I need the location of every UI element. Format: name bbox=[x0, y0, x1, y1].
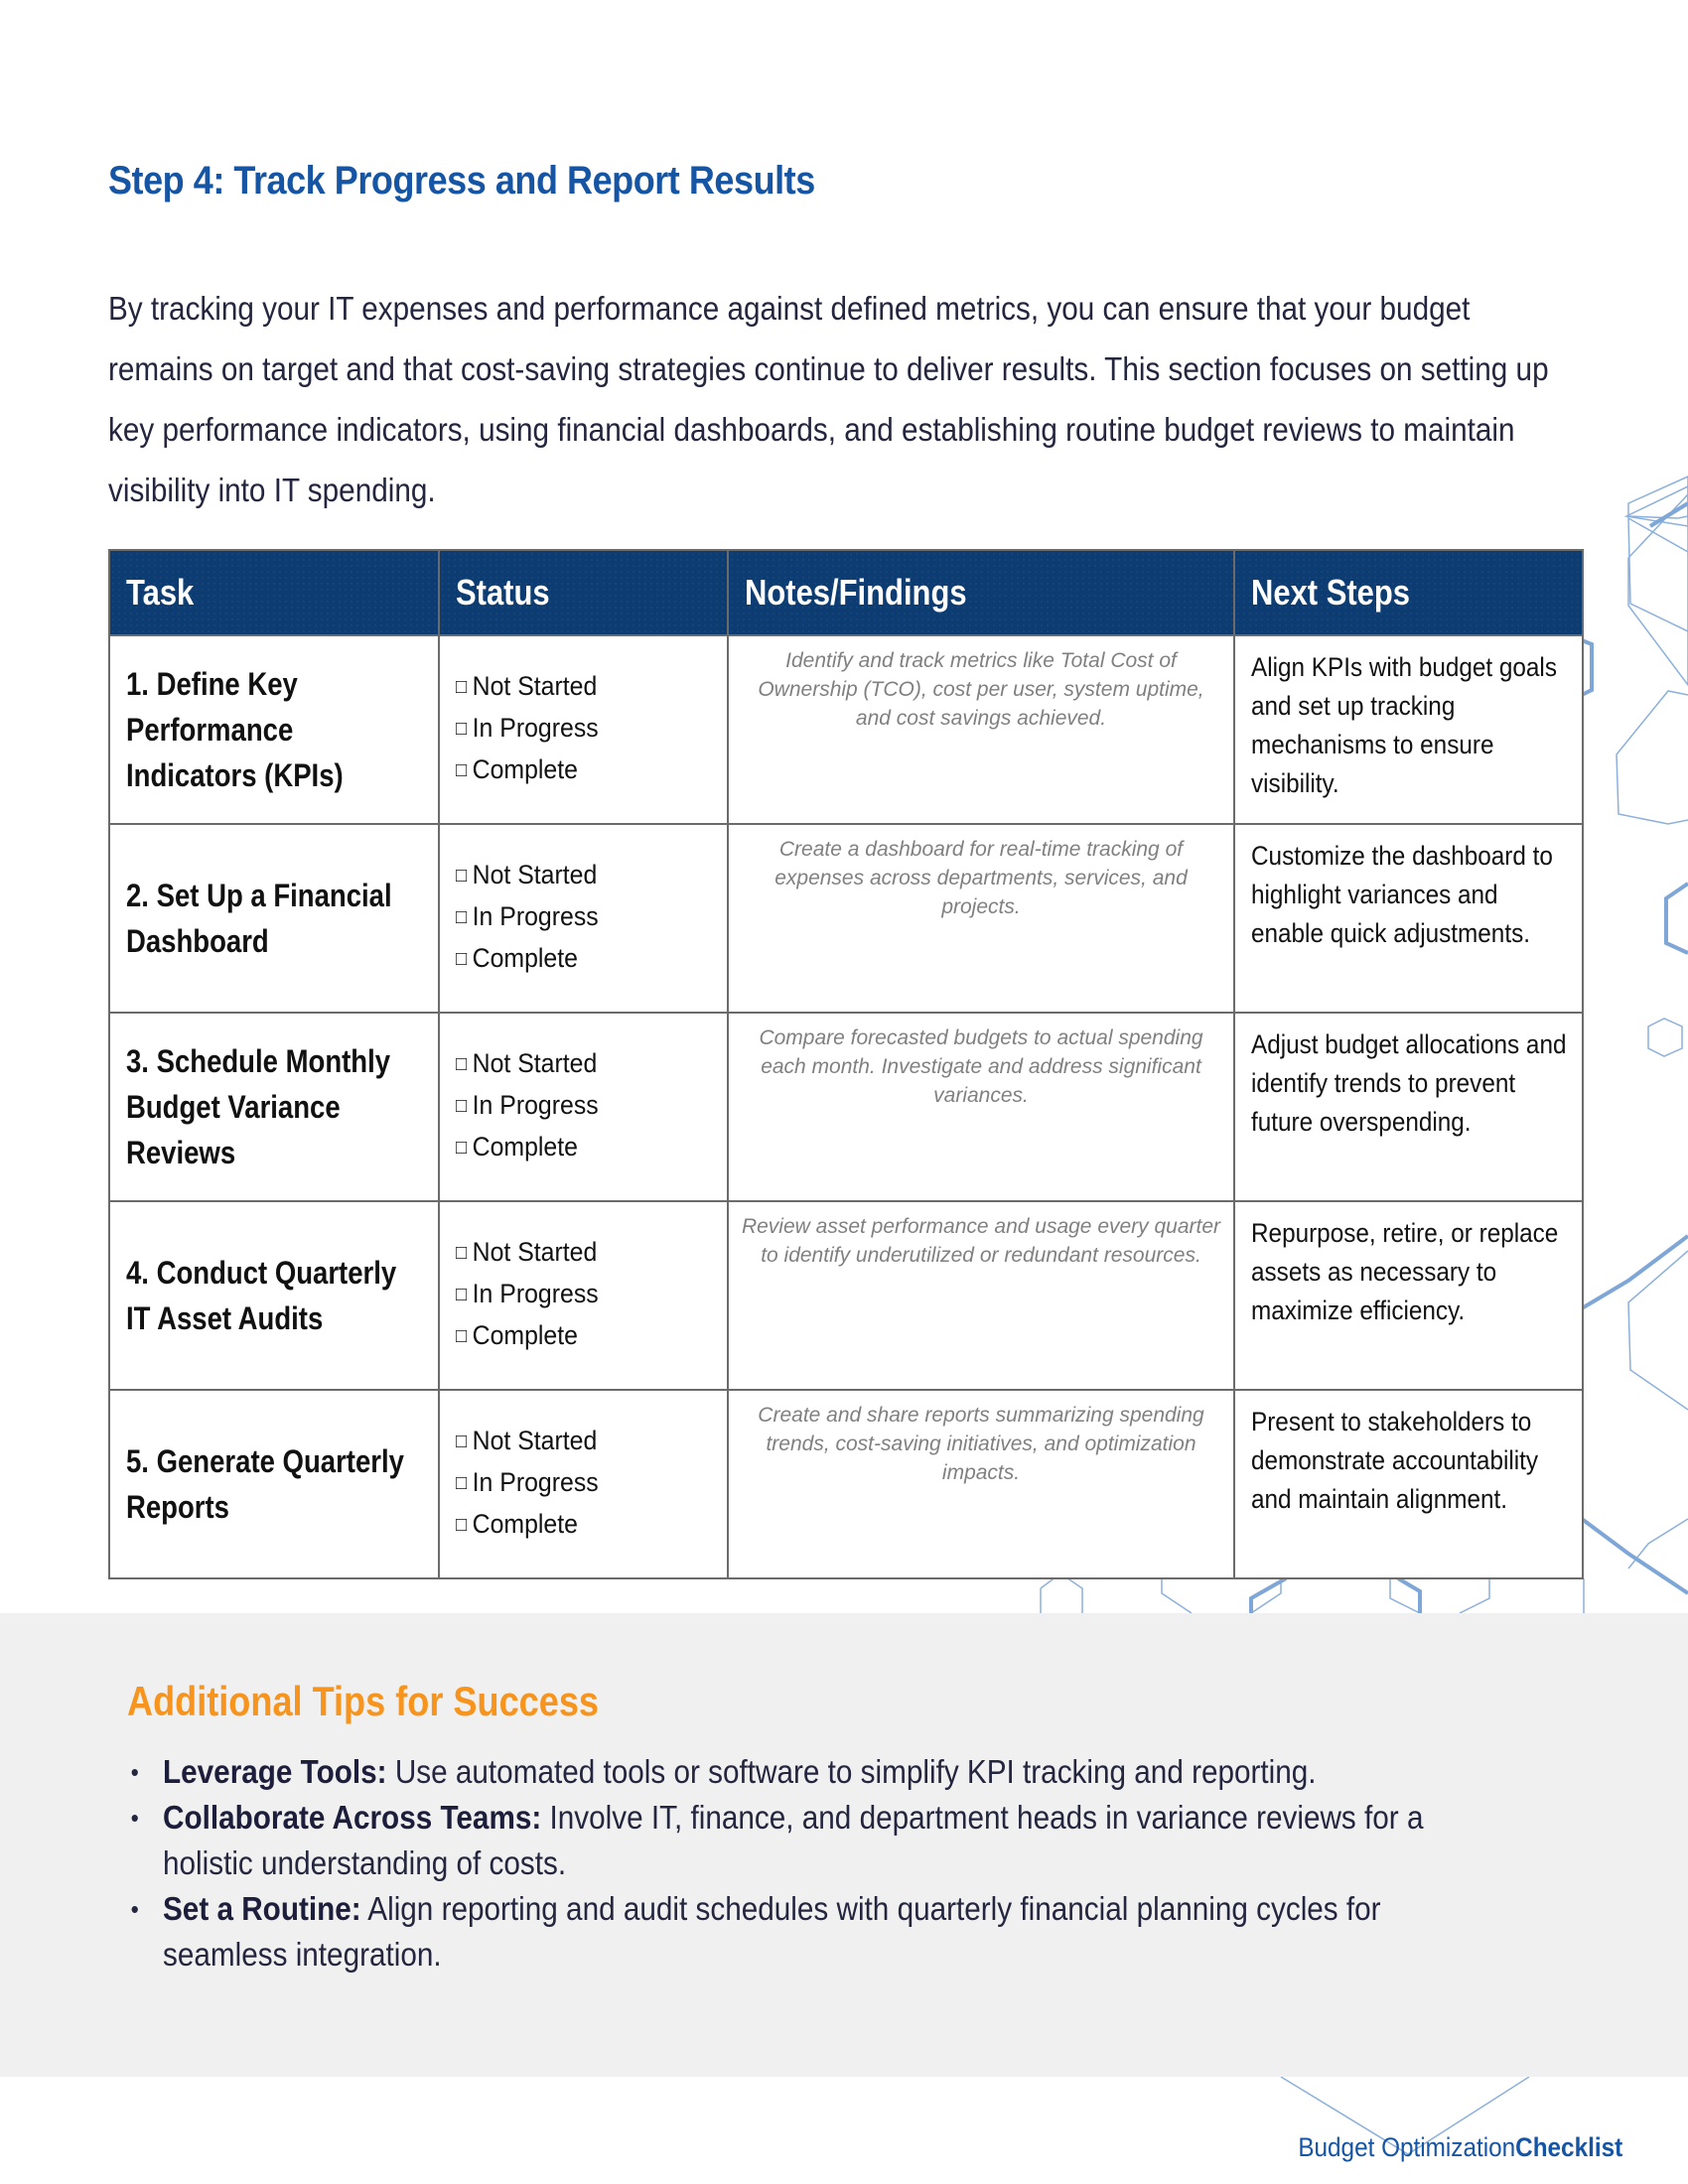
status-checkbox-complete[interactable]: □ Complete bbox=[456, 1320, 578, 1350]
checkbox-icon[interactable]: □ bbox=[456, 1514, 468, 1536]
bullet-icon: • bbox=[130, 1757, 139, 1787]
checkbox-icon[interactable]: □ bbox=[456, 1431, 468, 1452]
table-row bbox=[109, 824, 1583, 1013]
table-header-row bbox=[109, 550, 1583, 635]
status-checkbox-complete[interactable]: □ Complete bbox=[456, 754, 578, 784]
page-title: Step 4: Track Progress and Report Results bbox=[108, 159, 815, 203]
task-cell bbox=[109, 1201, 439, 1390]
table-row bbox=[109, 1013, 1583, 1201]
task-name: 2. Set Up a Financial Dashboard bbox=[126, 878, 392, 959]
status-checkbox-complete[interactable]: □ Complete bbox=[456, 943, 578, 973]
tip-label: Leverage Tools: bbox=[163, 1753, 387, 1790]
notes-text: Identify and track metrics like Total Cost of Ownership (TCO), cost per user, system uptime, and cost savings achieved. bbox=[758, 649, 1204, 730]
next-steps-text: Present to stakeholders to demonstrate accountability and maintain alignment. bbox=[1251, 1407, 1539, 1514]
notes-cell bbox=[728, 1013, 1234, 1201]
notes-text: Compare forecasted budgets to actual spending each month. Investigate and address significant variances. bbox=[759, 1026, 1203, 1107]
task-name: 4. Conduct Quarterly IT Asset Audits bbox=[126, 1255, 397, 1336]
checkbox-icon[interactable]: □ bbox=[456, 1242, 468, 1264]
notes-cell bbox=[728, 824, 1234, 1013]
intro-paragraph: By tracking your IT expenses and performance against defined metrics, you can ensure that your budget remains on target and that cost-saving strategies continue to deliver results. This section focuses on setting up key performance indicators, using financial dashboards, and establishing routine budget reviews to maintain visibility into IT spending. bbox=[108, 290, 1549, 508]
next-steps-cell bbox=[1234, 1390, 1583, 1578]
task-cell bbox=[109, 1390, 439, 1578]
task-name: 1. Define Key Performance Indicators (KPIs) bbox=[126, 666, 344, 793]
footer-document-title bbox=[1261, 2132, 1622, 2163]
checkbox-icon[interactable]: □ bbox=[456, 1472, 468, 1494]
task-name: 5. Generate Quarterly Reports bbox=[126, 1443, 404, 1525]
checkbox-icon[interactable]: □ bbox=[456, 948, 468, 970]
task-cell bbox=[109, 635, 439, 824]
table-row bbox=[109, 635, 1583, 824]
status-checkbox-in-progress[interactable]: □ In Progress bbox=[456, 1090, 599, 1120]
column-header-task: Task bbox=[109, 550, 439, 635]
tip-label: Set a Routine: bbox=[163, 1890, 361, 1927]
checkbox-icon[interactable]: □ bbox=[456, 1325, 468, 1347]
status-checkbox-not-started[interactable]: □ Not Started bbox=[456, 860, 598, 889]
notes-text: Create a dashboard for real-time tracking of expenses across departments, services, and projects. bbox=[774, 838, 1188, 918]
checkbox-icon[interactable]: □ bbox=[456, 906, 468, 928]
tip-text: Use automated tools or software to simplify KPI tracking and reporting. bbox=[386, 1753, 1317, 1790]
status-checkbox-not-started[interactable]: □ Not Started bbox=[456, 671, 598, 701]
table-row bbox=[109, 1201, 1583, 1390]
next-steps-cell bbox=[1234, 635, 1583, 824]
status-checkbox-complete[interactable]: □ Complete bbox=[456, 1509, 578, 1539]
bullet-icon: • bbox=[130, 1803, 139, 1833]
status-checkbox-not-started[interactable]: □ Not Started bbox=[456, 1048, 598, 1078]
task-cell bbox=[109, 1013, 439, 1201]
tips-list bbox=[127, 1749, 1646, 1978]
next-steps-text: Repurpose, retire, or replace assets as necessary to maximize efficiency. bbox=[1251, 1218, 1559, 1325]
status-cell bbox=[439, 1390, 728, 1578]
bullet-icon: • bbox=[130, 1894, 139, 1924]
task-cell bbox=[109, 824, 439, 1013]
status-checkbox-not-started[interactable]: □ Not Started bbox=[456, 1426, 598, 1455]
tip-text: Align reporting and audit schedules with quarterly financial planning cycles for seamless integration. bbox=[163, 1890, 1381, 1973]
task-name: 3. Schedule Monthly Budget Variance Reviews bbox=[126, 1043, 391, 1170]
checkbox-icon[interactable]: □ bbox=[456, 1053, 468, 1075]
checkbox-icon[interactable]: □ bbox=[456, 1095, 468, 1117]
status-checkbox-in-progress[interactable]: □ In Progress bbox=[456, 901, 599, 931]
column-header-next-steps: Next Steps bbox=[1234, 550, 1583, 635]
tip-label: Collaborate Across Teams: bbox=[163, 1799, 542, 1836]
notes-cell bbox=[728, 635, 1234, 824]
status-checkbox-in-progress[interactable]: □ In Progress bbox=[456, 1467, 599, 1497]
column-header-status: Status bbox=[439, 550, 728, 635]
status-checkbox-in-progress[interactable]: □ In Progress bbox=[456, 713, 599, 743]
checkbox-icon[interactable]: □ bbox=[456, 1284, 468, 1305]
tips-title: Additional Tips for Success bbox=[127, 1678, 600, 1724]
column-header-notes: Notes/Findings bbox=[728, 550, 1234, 635]
footer-title-regular: Budget Optimization bbox=[1298, 2132, 1515, 2162]
table-row bbox=[109, 1390, 1583, 1578]
status-cell bbox=[439, 824, 728, 1013]
status-cell bbox=[439, 1013, 728, 1201]
notes-text: Create and share reports summarizing spending trends, cost-saving initiatives, and optimization impacts. bbox=[758, 1404, 1204, 1484]
next-steps-cell bbox=[1234, 824, 1583, 1013]
notes-cell bbox=[728, 1201, 1234, 1390]
status-checkbox-in-progress[interactable]: □ In Progress bbox=[456, 1279, 599, 1308]
status-cell bbox=[439, 1201, 728, 1390]
checkbox-icon[interactable]: □ bbox=[456, 718, 468, 740]
next-steps-text: Align KPIs with budget goals and set up tracking mechanisms to ensure visibility. bbox=[1251, 652, 1557, 798]
status-checkbox-not-started[interactable]: □ Not Started bbox=[456, 1237, 598, 1267]
notes-text: Review asset performance and usage every quarter to identify underutilized or redundant resources. bbox=[741, 1215, 1221, 1267]
next-steps-text: Customize the dashboard to highlight variances and enable quick adjustments. bbox=[1251, 841, 1553, 948]
next-steps-cell bbox=[1234, 1013, 1583, 1201]
checkbox-icon[interactable]: □ bbox=[456, 759, 468, 781]
next-steps-text: Adjust budget allocations and identify trends to prevent future overspending. bbox=[1251, 1029, 1567, 1137]
tip-text: Involve IT, finance, and department heads in variance reviews for a holistic understanding of costs. bbox=[163, 1799, 1424, 1881]
tip-item bbox=[127, 1886, 1503, 1978]
tip-item bbox=[127, 1795, 1503, 1886]
status-cell bbox=[439, 635, 728, 824]
checklist-table bbox=[108, 549, 1582, 1579]
tip-item bbox=[127, 1749, 1503, 1795]
checkbox-icon[interactable]: □ bbox=[456, 1137, 468, 1159]
status-checkbox-complete[interactable]: □ Complete bbox=[456, 1132, 578, 1161]
checkbox-icon[interactable]: □ bbox=[456, 676, 468, 698]
next-steps-cell bbox=[1234, 1201, 1583, 1390]
checkbox-icon[interactable]: □ bbox=[456, 865, 468, 887]
footer-title-bold: Checklist bbox=[1514, 2132, 1622, 2162]
notes-cell bbox=[728, 1390, 1234, 1578]
